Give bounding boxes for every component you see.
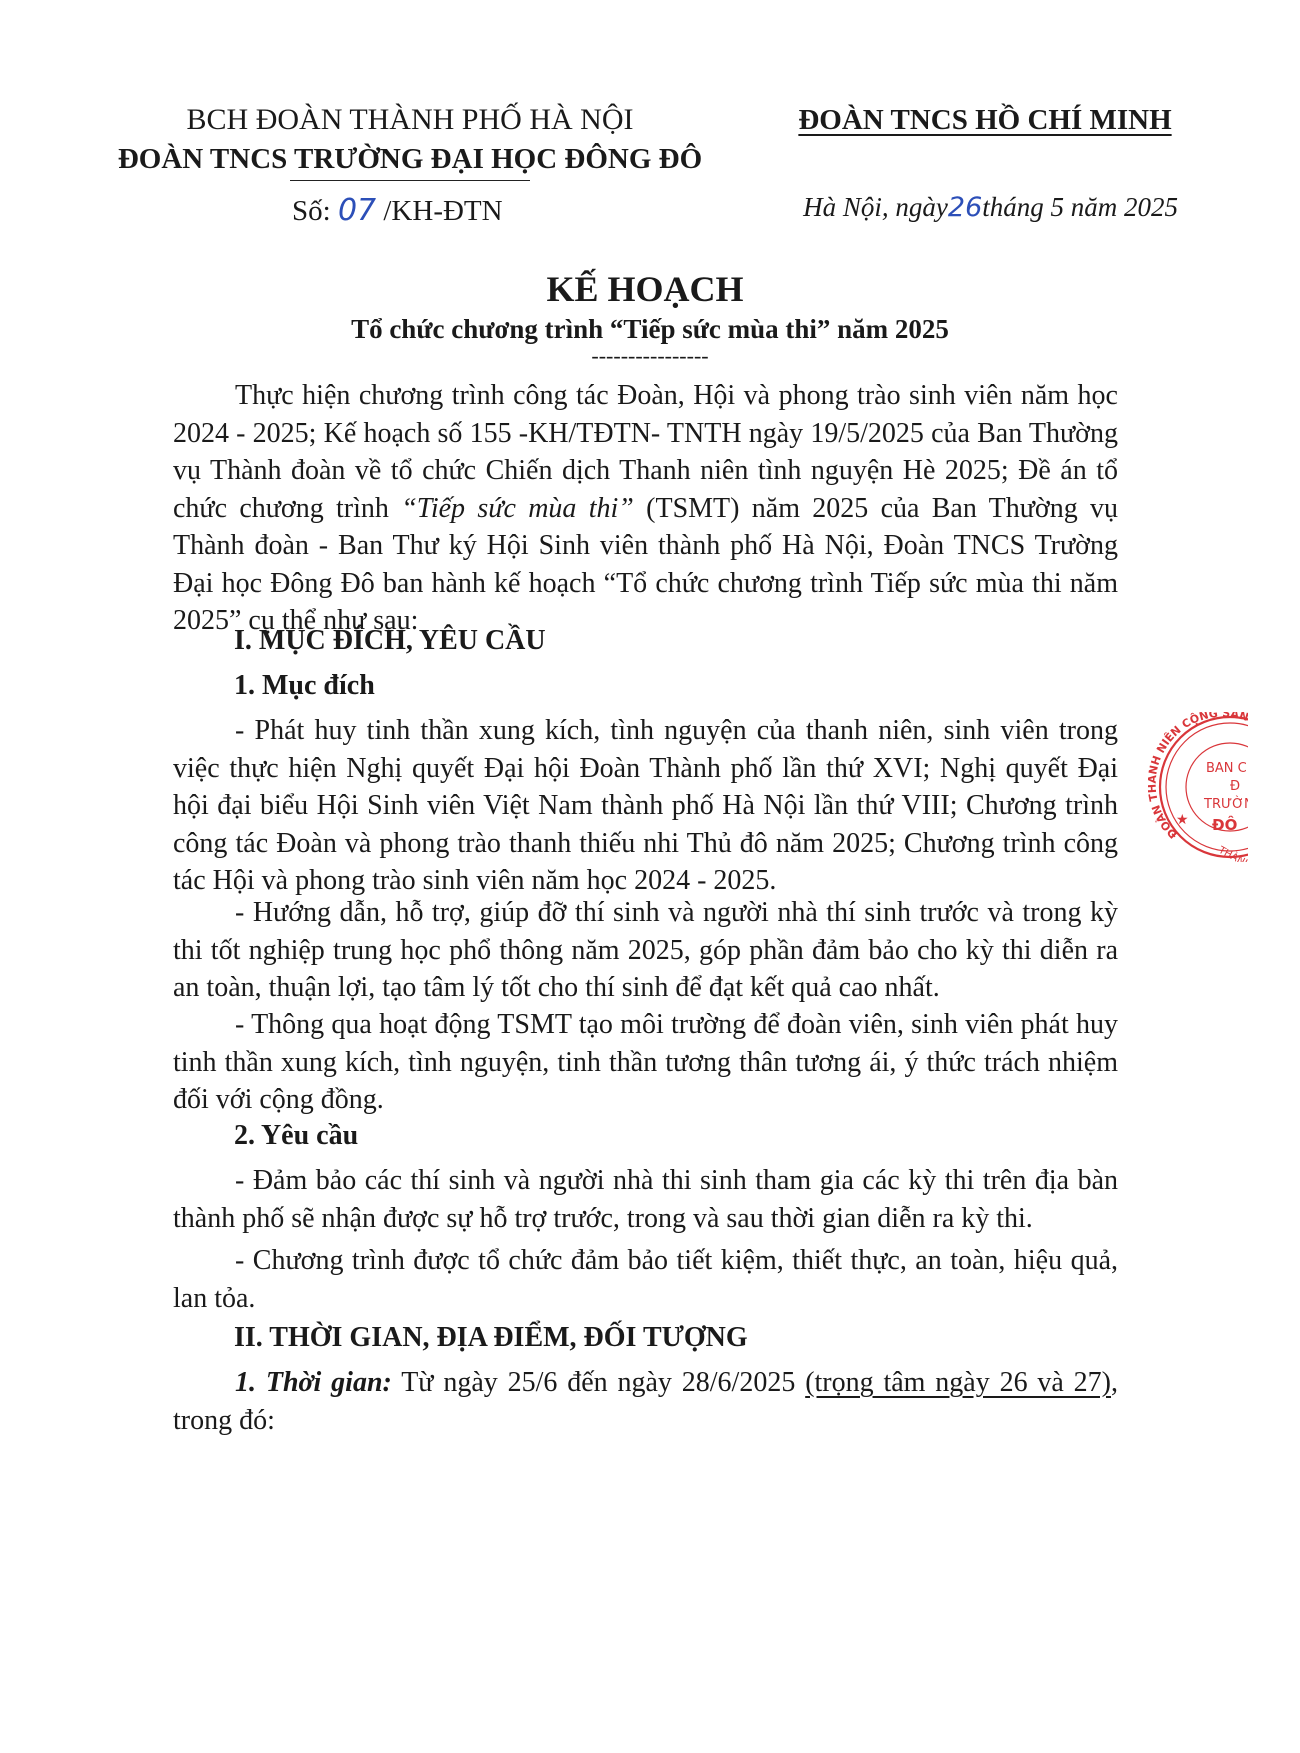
document-subtitle: Tổ chức chương trình “Tiếp sức mùa thi” năm 2025 xyxy=(351,314,949,344)
intro-paragraph xyxy=(173,377,1118,640)
stamp-ring-text: ĐOÀN H NIÊN CỘNG SẢ xyxy=(1148,712,1241,842)
time-paragraph xyxy=(173,1364,1118,1439)
purpose-paragraph-2: - Hướng dẫn, hỗ trợ, giúp đỡ thí sinh và người nhà thí sinh trước và trong kỳ thi tốt nghiệp trung học phổ thông năm 2025, góp phần đảm bảo cho kỳ thi diễn ra an toàn, thuận lợi, tạo tâm lý tốt cho thí sinh để đạt kết quả cao nhất. xyxy=(173,897,1118,1003)
purpose-paragraph-1: - Phát huy tinh thần xung kích, tình nguyện của thanh niên, sinh viên trong việc thực hiện Nghị quyết Đại hội Đoàn Thành phố lần thứ XVI; Nghị quyết Đại hội đại biểu Hội Sinh viên Việt Nam thành phố Hà Nội lần thứ VIII; Chương trình công tác Đoàn và phong trào thanh thiếu nhi Thủ đô năm 2025; Chương trình công tác Hội và phong trào sinh viên năm học 2024 - 2025. xyxy=(173,715,1118,896)
issuer-name: ĐOÀN TNCS TRƯỜNG ĐẠI HỌC ĐÔNG ĐÔ xyxy=(117,143,703,175)
document-number xyxy=(292,193,503,228)
stamp-bottom-text: THÀNH xyxy=(1216,844,1248,862)
section-1-heading: I. MỤC ĐÍCH, YÊU CẦU xyxy=(234,625,546,656)
stamp-inner-3: TRƯỜ xyxy=(1204,797,1244,812)
title-separator: ---------------- xyxy=(591,343,709,368)
intro-text-1: Thực hiện chương trình công tác Đoàn, Hội và phong trào sinh viên năm học 2024 - 2025; Kế hoạch số 155 -KH/TĐTN- TNTH ngày 19/5/2025 của Ban Thường vụ Thành đoàn về tổ chức Chiến dịch Thanh niên tình nguyện Hè 2025; Đề án tổ chức chương trình xyxy=(173,380,1118,524)
issuer-parent: BCH ĐOÀN THÀNH PHỐ HÀ NỘI xyxy=(186,103,634,136)
section-2-heading: II. THỜI GIAN, ĐỊA ĐIỂM, ĐỐI TƯỢNG xyxy=(234,1322,748,1353)
date-suffix: tháng 5 năm 2025 xyxy=(982,192,1178,222)
time-focus: (trọng tâm ngày 26 và 27) xyxy=(805,1367,1112,1398)
time-end: , trong đó: xyxy=(173,1367,1119,1436)
organization-name: ĐOÀN TNCS HỒ CHÍ MINH xyxy=(798,104,1172,136)
official-stamp xyxy=(1148,712,1248,862)
requirement-paragraph-2: - Chương trình được tổ chức đảm bảo tiết kiệm, thiết thực, an toàn, hiệu quả, lan tỏa. xyxy=(173,1245,1118,1314)
issuer-underline xyxy=(290,180,530,181)
issuer-block xyxy=(90,100,730,181)
purpose-paragraph-3: - Thông qua hoạt động TSMT tạo môi trường để đoàn viên, sinh viên phát huy tinh thần xung kích, tình nguyện, tinh thần tương thân tương ái, ý thức trách nhiệm đối với cộng đồng. xyxy=(173,1009,1118,1115)
date-prefix: Hà Nội, ngày xyxy=(803,192,948,222)
stamp-inner-1: BAN C xyxy=(1206,761,1247,776)
section-1-sub-2: 2. Yêu cầu xyxy=(234,1120,359,1151)
stamp-inner-2: Đ xyxy=(1230,779,1241,794)
stamp-inner-4: ĐÔ xyxy=(1212,816,1238,834)
number-prefix: Số: xyxy=(292,195,331,227)
date-day-handwritten: 26 xyxy=(947,192,983,223)
document-date xyxy=(803,192,1178,223)
section-1-sub-1: 1. Mục đích xyxy=(234,670,375,701)
requirement-paragraph-1: - Đảm bảo các thí sinh và người nhà thi sinh tham gia các kỳ thi trên địa bàn thành phố sẽ nhận được sự hỗ trợ trước, trong và sau thời gian diễn ra kỳ thi. xyxy=(173,1165,1118,1234)
svg-text:★: ★ xyxy=(1176,812,1189,828)
time-text: Từ ngày 25/6 đến ngày 28/6/2025 xyxy=(391,1367,806,1398)
document-title: KẾ HOẠCH xyxy=(546,269,744,309)
number-handwritten: 07 xyxy=(337,193,377,228)
number-suffix: /KH-ĐTN xyxy=(383,195,503,227)
stamp-seal-icon xyxy=(1148,712,1248,862)
intro-text-2: (TSMT) năm 2025 của Ban Thường vụ Thành đoàn - Ban Thư ký Hội Sinh viên thành phố Hà Nội, Đoàn TNCS Trường Đại học Đông Đô ban hành kế hoạch “Tổ chức chương trình Tiếp sức mùa thi năm 2025” cụ thể như sau: xyxy=(173,492,1118,636)
organization-block xyxy=(760,100,1210,140)
time-label: 1. Thời gian: xyxy=(235,1367,392,1398)
intro-italic: “Tiếp sức mùa thi” xyxy=(401,492,634,524)
